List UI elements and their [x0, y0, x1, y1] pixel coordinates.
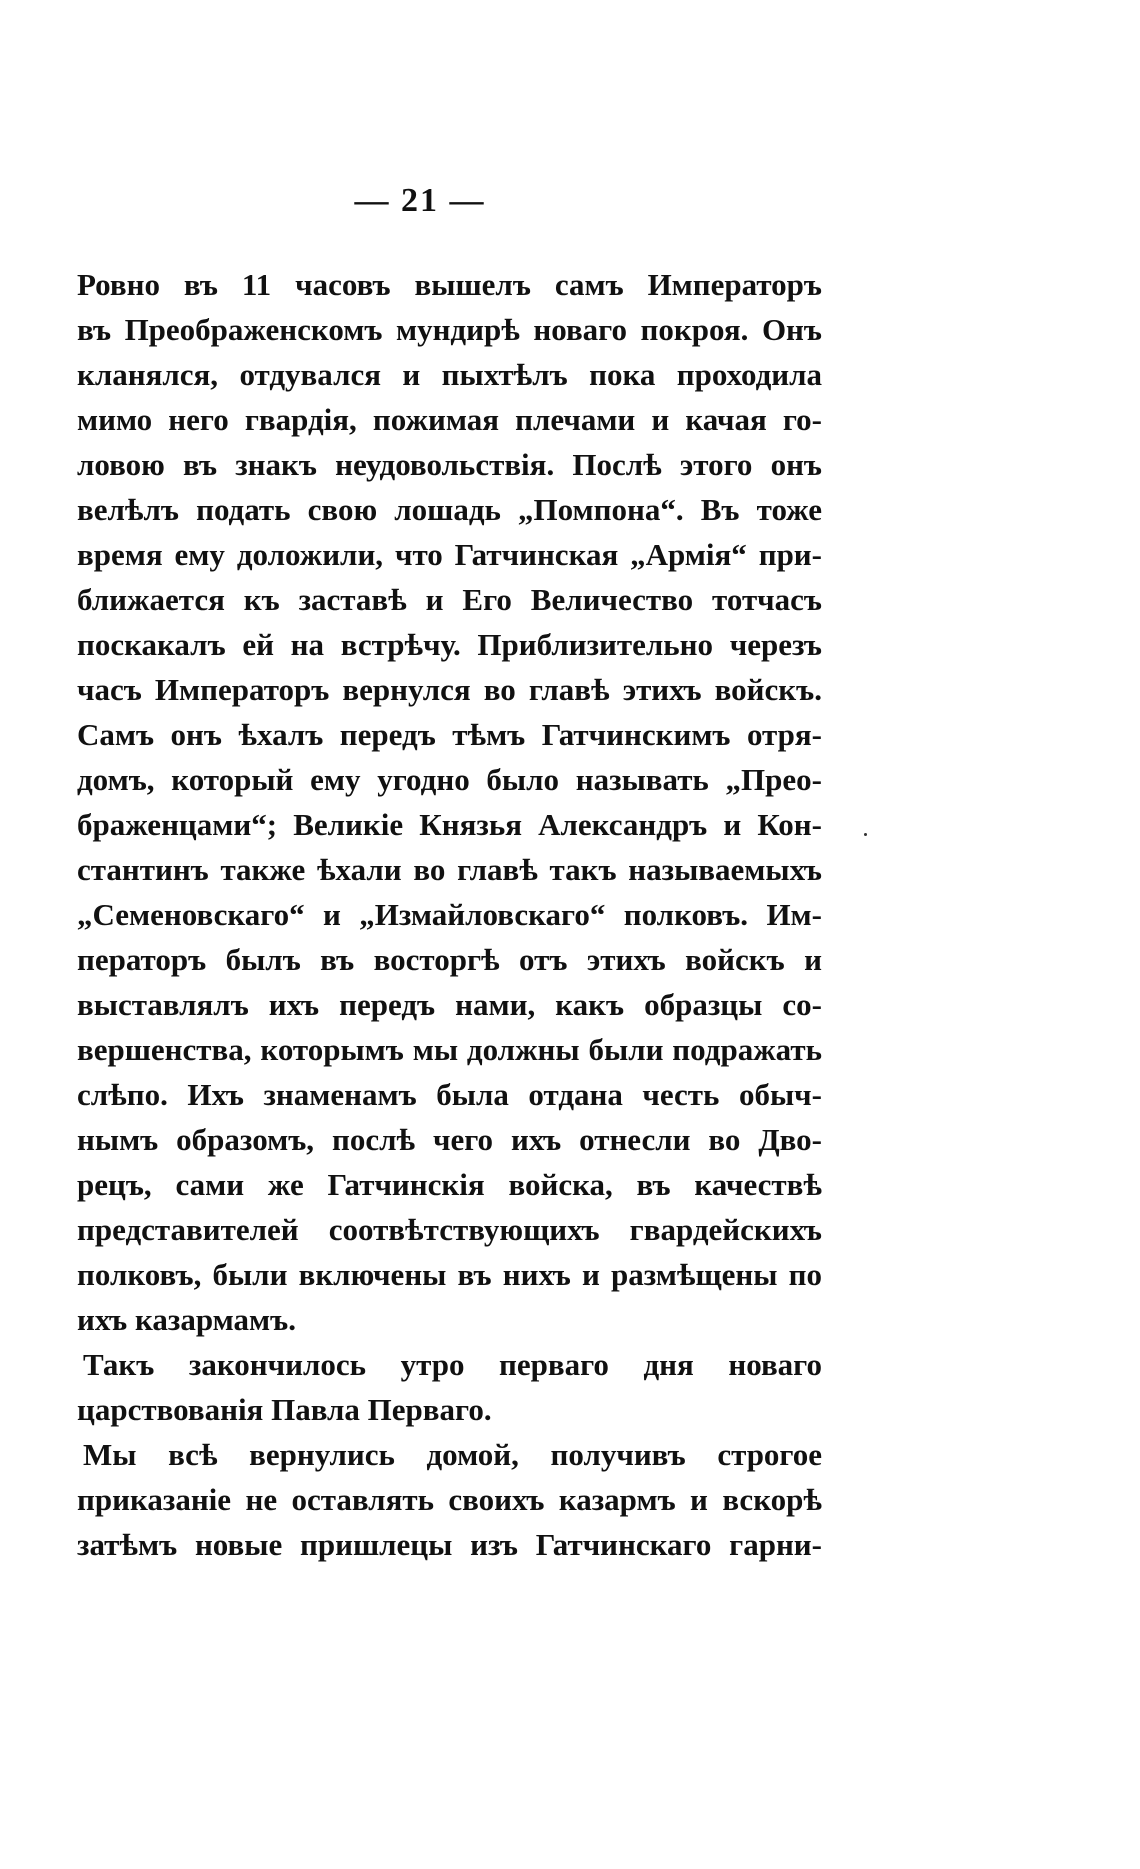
text-line: время ему доложили, что Гатчинская „Армія“ при- [77, 537, 822, 572]
text-line: представителей соотвѣтствующихъ гвардейскихъ [77, 1212, 822, 1247]
text-line: ближается къ заставѣ и Его Величество тотчасъ [77, 582, 822, 617]
text-line: царствованія Павла Перваго. [77, 1392, 492, 1427]
text-line: кланялся, отдувался и пыхтѣлъ пока проходила [77, 357, 822, 392]
text-line: поскакалъ ей на встрѣчу. Приблизительно черезъ [77, 627, 822, 662]
text-line: нымъ образомъ, послѣ чего ихъ отнесли во Дво- [77, 1122, 822, 1157]
text-line: ихъ казармамъ. [77, 1302, 296, 1337]
text-line: „Семеновскаго“ и „Измайловскаго“ полковъ. Им- [77, 897, 822, 932]
text-line: затѣмъ новые пришлецы изъ Гатчинскаго гарни- [77, 1527, 822, 1562]
text-line: выставлялъ ихъ передъ нами, какъ образцы со- [77, 987, 822, 1022]
text-line: браженцами“; Великіе Князья Александръ и Кон- [77, 807, 822, 842]
paragraph [77, 262, 822, 1342]
body-text [77, 262, 822, 1567]
text-line: ловою въ знакъ неудовольствія. Послѣ этого онъ [77, 447, 822, 482]
text-line: часъ Императоръ вернулся во главѣ этихъ войскъ. [77, 672, 822, 707]
text-line: Самъ онъ ѣхалъ передъ тѣмъ Гатчинскимъ отря- [77, 717, 822, 752]
text-line: мимо него гвардія, пожимая плечами и качая го- [77, 402, 822, 437]
text-line: домъ, который ему угодно было называть „Прео- [77, 762, 822, 797]
print-speck [864, 833, 867, 836]
text-line: Мы всѣ вернулись домой, получивъ строгое [83, 1437, 822, 1472]
paragraph [77, 1342, 822, 1432]
text-line: велѣлъ подать свою лошадь „Помпона“. Въ тоже [77, 492, 822, 527]
text-line: ператоръ былъ въ восторгѣ отъ этихъ войскъ и [77, 942, 822, 977]
text-line: стантинъ также ѣхали во главѣ такъ называемыхъ [77, 852, 822, 887]
text-line: рецъ, сами же Гатчинскія войска, въ качествѣ [77, 1167, 822, 1202]
text-line: Такъ закончилось утро перваго дня новаго [83, 1347, 822, 1382]
text-line: слѣпо. Ихъ знаменамъ была отдана честь обыч- [77, 1077, 822, 1112]
page-number: — 21 — [354, 182, 486, 219]
text-line: въ Преображенскомъ мундирѣ новаго покроя. Онъ [77, 312, 822, 347]
text-line: Ровно въ 11 часовъ вышелъ самъ Императоръ [77, 267, 822, 302]
text-line: приказаніе не оставлять своихъ казармъ и вскорѣ [77, 1482, 822, 1517]
text-line: полковъ, были включены въ нихъ и размѣщены по [77, 1257, 822, 1292]
text-line: вершенства, которымъ мы должны были подражать [77, 1032, 822, 1067]
paragraph [77, 1432, 822, 1567]
